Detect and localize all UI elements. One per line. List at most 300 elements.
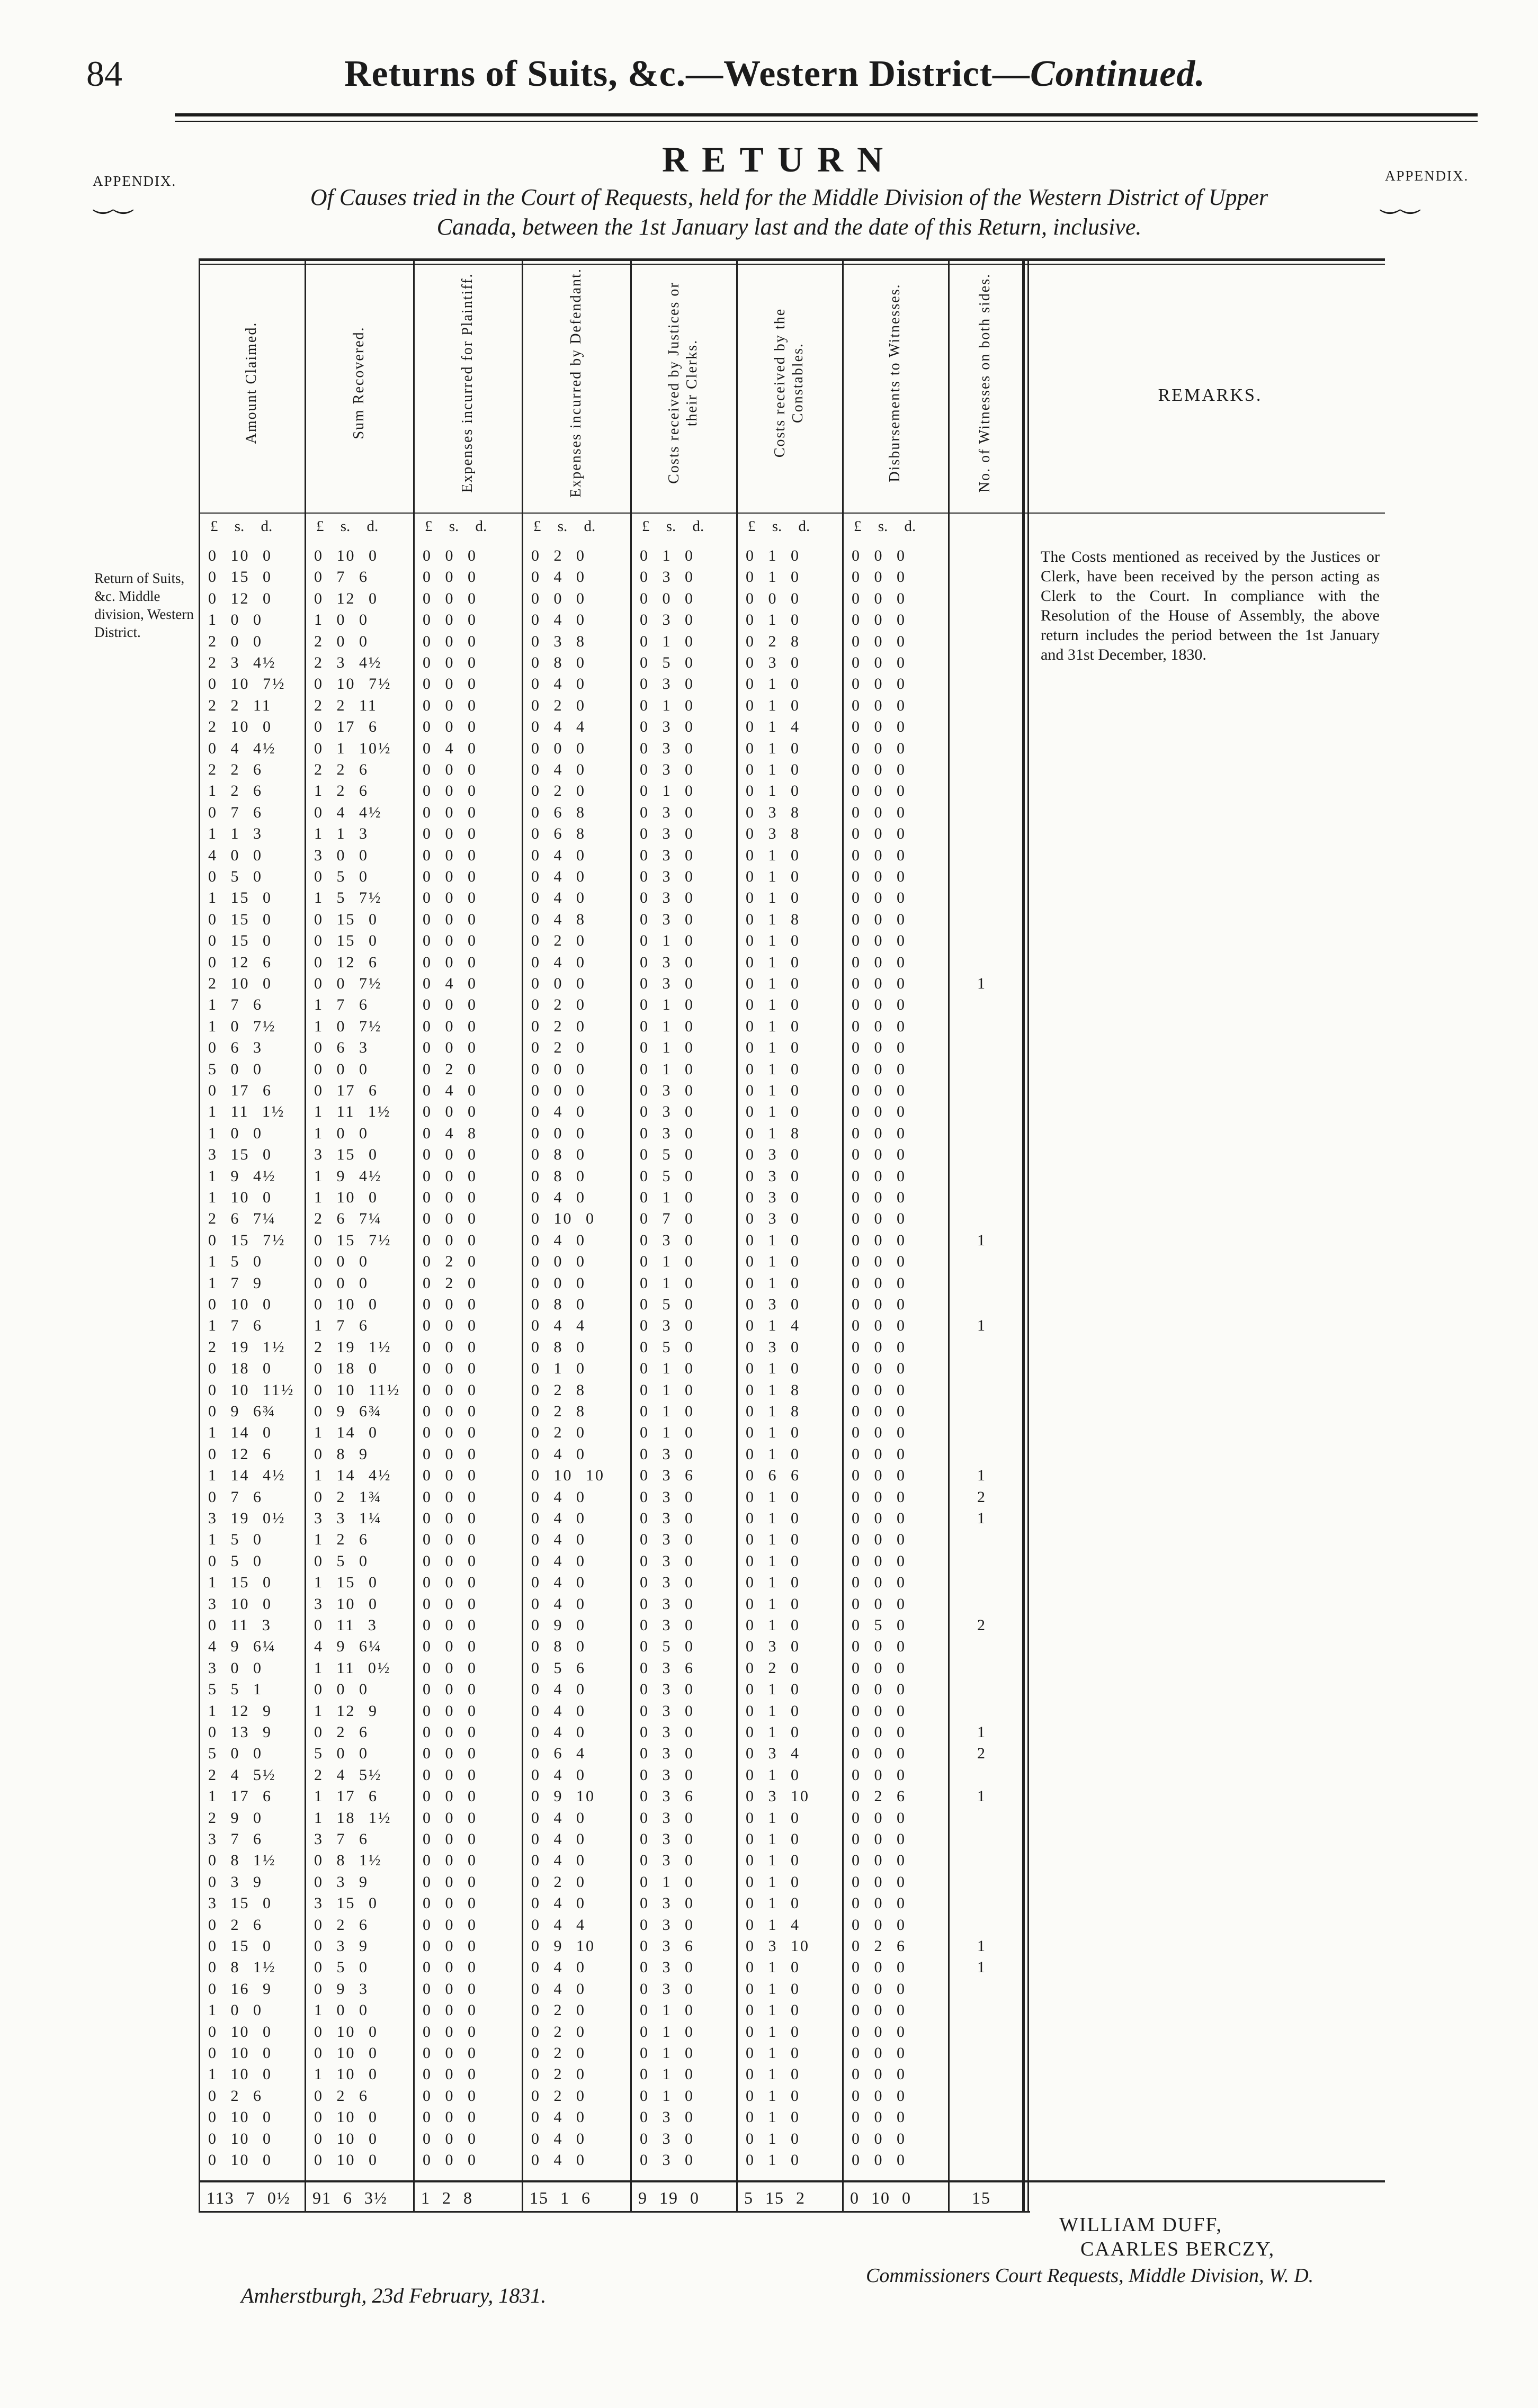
table-cell: 0 0 0: [852, 825, 906, 843]
table-cell: 0 0 0: [423, 846, 477, 864]
table-cell: 0 1 4: [746, 718, 800, 736]
table-cell: 0 5 0: [208, 868, 263, 885]
table-cell: 0 8 0: [531, 1146, 586, 1164]
table-cell: 0 1 0: [746, 1103, 800, 1121]
table-cell: 0 1 0: [746, 868, 800, 885]
table-cell: 0 2 6: [852, 1937, 906, 1955]
table-cell: 0 0 0: [423, 675, 477, 693]
table-cell: 0 0 0: [531, 1082, 586, 1099]
table-cell: 0 1 0: [746, 1702, 800, 1720]
table-cell: 0 0 0: [423, 1980, 477, 1998]
table-cell: 1: [977, 1510, 985, 1527]
table-cell: 0 0 0: [423, 1317, 477, 1335]
remarks-header: REMARKS.: [1158, 385, 1263, 405]
table-cell: 0 0 0: [852, 547, 906, 564]
table-cell: 0 0 0: [423, 611, 477, 629]
table-cell: 0 3 0: [746, 1146, 800, 1164]
table-cell: 2 10 0: [208, 718, 272, 736]
table-cell: 0 1 0: [746, 889, 800, 907]
header-bottom-rule: [199, 513, 1385, 514]
table-cell: 0 0 0: [423, 889, 477, 907]
table-cell: 0 1 0: [746, 1958, 800, 1976]
table-cell: 0 10 0: [208, 2044, 272, 2062]
table-cell: 0 2 0: [423, 1274, 477, 1292]
table-cell: 0 0 0: [423, 2023, 477, 2041]
table-cell: 0 1 0: [746, 1060, 800, 1078]
totals-bottom-rule: [199, 2211, 1030, 2213]
table-cell: 0 18 0: [208, 1360, 272, 1378]
signature-role: Commissioners Court Requests, Middle Division, W. D.: [866, 2265, 1314, 2287]
table-cell: 0 0 0: [852, 1082, 906, 1099]
table-cell: 0 0 0: [852, 568, 906, 586]
table-cell: 0 1 0: [640, 632, 694, 650]
table-cell: 0 0 0: [423, 2108, 477, 2126]
table-cell: 0 0 0: [852, 739, 906, 757]
table-cell: 0 5 0: [640, 654, 694, 671]
table-cell: 0 7 6: [208, 1488, 263, 1506]
table-cell: 0 10 10: [531, 1467, 605, 1485]
column-header-label: Costs received by Justices or their Clerks.: [666, 282, 700, 484]
table-cell: 0 17 6: [314, 718, 378, 736]
table-cell: 0 0 0: [423, 2130, 477, 2148]
table-cell: 1 14 0: [208, 1424, 272, 1442]
table-cell: 0 3 0: [640, 825, 694, 843]
table-cell: 0 0 0: [852, 782, 906, 800]
table-cell: 1 14 4½: [314, 1467, 392, 1485]
table-cell: 0 10 0: [314, 547, 378, 564]
table-cell: 5 0 0: [208, 1060, 263, 1078]
table-cell: 0 0 0: [423, 803, 477, 821]
table-cell: 1 7 6: [208, 1317, 263, 1335]
table-cell: 0 4 4: [531, 718, 586, 736]
table-cell: 0 0 0: [423, 1210, 477, 1228]
column-header-label: Amount Claimed.: [243, 321, 260, 444]
table-cell: 0 10 7½: [314, 675, 392, 693]
table-cell: 0 0 0: [423, 1467, 477, 1485]
table-cell: 0 0 0: [423, 696, 477, 714]
table-cell: 0 3 0: [640, 1894, 694, 1912]
table-cell: 0 5 0: [208, 1552, 263, 1570]
table-cell: 0 0 0: [423, 2151, 477, 2169]
table-cell: 0 0 0: [852, 1360, 906, 1378]
table-cell: 0 3 0: [640, 1916, 694, 1934]
total-cell: 9 19 0: [638, 2188, 700, 2207]
table-cell: 0 1 0: [746, 1830, 800, 1848]
table-cell: 0 1 0: [746, 1253, 800, 1271]
table-cell: 0 1 8: [746, 910, 800, 928]
table-cell: 0 8 1½: [208, 1958, 276, 1976]
table-cell: 0 1 0: [746, 1231, 800, 1249]
table-cell: 0 1 0: [746, 568, 800, 586]
table-cell: 0 3 0: [640, 1082, 694, 1099]
table-cell: 0 0 0: [852, 1060, 906, 1078]
table-cell: 0 0 0: [423, 2087, 477, 2105]
table-cell: 0 0 0: [852, 889, 906, 907]
table-cell: 0 0 0: [531, 589, 586, 607]
table-cell: 1 12 9: [208, 1702, 272, 1720]
table-cell: 0 0 0: [852, 932, 906, 950]
table-cell: 0 4 4: [531, 1317, 586, 1335]
table-cell: 2: [977, 1488, 985, 1506]
table-cell: 0 1 0: [746, 739, 800, 757]
table-cell: 0 1 0: [746, 1424, 800, 1442]
table-cell: 0 0 0: [423, 1830, 477, 1848]
table-cell: 0 3 0: [640, 1231, 694, 1249]
table-cell: 1 14 4½: [208, 1467, 286, 1485]
table-cell: 0 1 0: [746, 1723, 800, 1741]
table-cell: 0 1 0: [746, 782, 800, 800]
table-cell: 0 0 0: [852, 1403, 906, 1420]
table-cell: 0 1 0: [746, 1595, 800, 1613]
table-cell: 0 0 0: [852, 1338, 906, 1356]
table-cell: 0 0 0: [423, 868, 477, 885]
table-cell: 0 3 8: [746, 825, 800, 843]
table-cell: 0 0 0: [852, 1445, 906, 1463]
table-cell: 0 0 0: [423, 932, 477, 950]
table-cell: 1 9 4½: [208, 1167, 276, 1185]
table-cell: 0 1 10½: [314, 739, 392, 757]
table-cell: 0 10 0: [208, 2023, 272, 2041]
table-cell: 1 10 0: [314, 1189, 378, 1206]
table-cell: 0 1 0: [746, 761, 800, 778]
table-cell: 1 0 0: [208, 1124, 263, 1142]
table-cell: 0 0 0: [852, 1210, 906, 1228]
table-cell: 0 1 0: [746, 1616, 800, 1634]
table-cell: 0 4 0: [531, 675, 586, 693]
table-cell: 0 1 0: [640, 1424, 694, 1442]
table-cell: 0 1 0: [746, 1552, 800, 1570]
table-cell: 0 3 0: [640, 2130, 694, 2148]
table-cell: 0 1 0: [746, 1873, 800, 1891]
table-cell: 0 1 0: [746, 932, 800, 950]
table-cell: 0 0 7½: [314, 975, 382, 992]
table-cell: 0 1 8: [746, 1403, 800, 1420]
table-cell: 0 3 0: [640, 1723, 694, 1741]
table-cell: 0 1 0: [746, 2130, 800, 2148]
table-cell: 0 3 0: [640, 1488, 694, 1506]
table-cell: 0 1 0: [746, 2044, 800, 2062]
table-cell: 0 12 6: [208, 953, 272, 971]
column-header-label: Expenses incurred for Plaintiff.: [459, 273, 476, 493]
column-header-label: Costs received by the Constables.: [772, 308, 806, 458]
table-cell: 0 5 0: [640, 1167, 694, 1185]
table-cell: 3 15 0: [314, 1146, 378, 1164]
table-cell: 0 3 0: [640, 975, 694, 992]
table-cell: 0 1 0: [640, 1381, 694, 1399]
table-cell: 0 0 0: [852, 1017, 906, 1035]
table-cell: 0 0 0: [852, 1916, 906, 1934]
column-header: [948, 258, 1022, 507]
table-cell: 2 19 1½: [208, 1338, 286, 1356]
table-cell: 0 10 7½: [208, 675, 286, 693]
table-cell: 3 7 6: [314, 1830, 369, 1848]
table-cell: 4 0 0: [208, 846, 263, 864]
table-cell: 1 0 0: [314, 611, 369, 629]
table-cell: 0 2 0: [746, 1659, 800, 1677]
table-cell: 0 1 0: [640, 1360, 694, 1378]
table-cell: 0 0 0: [423, 1702, 477, 1720]
table-cell: 0 3 0: [640, 761, 694, 778]
table-cell: 0 2 0: [423, 1253, 477, 1271]
table-cell: 0 5 0: [640, 1338, 694, 1356]
table-cell: 0 0 0: [852, 675, 906, 693]
table-cell: 1 5 0: [208, 1253, 263, 1271]
table-cell: 0 0 0: [423, 1552, 477, 1570]
table-cell: 0 0 0: [531, 1124, 586, 1142]
table-cell: 0 1 0: [531, 1360, 586, 1378]
table-cell: 0 0 0: [423, 1103, 477, 1121]
table-cell: 0 1 0: [746, 611, 800, 629]
unit-label: £ s. d.: [642, 518, 704, 535]
table-cell: 0 3 0: [640, 1958, 694, 1976]
column-header: [413, 258, 522, 507]
table-cell: 0 0 0: [852, 611, 906, 629]
table-cell: 0 0 0: [423, 1231, 477, 1249]
table-cell: 0 3 0: [746, 1296, 800, 1313]
table-cell: 0 2 0: [531, 2023, 586, 2041]
totals-rule: [199, 2180, 1385, 2182]
table-cell: 0 0 0: [423, 2065, 477, 2083]
table-cell: 0 4 0: [531, 1809, 586, 1827]
table-cell: 0 2 6: [314, 1916, 369, 1934]
table-cell: 0 3 0: [640, 1510, 694, 1527]
column-rule: [522, 258, 523, 2212]
table-cell: 0 0 0: [852, 1124, 906, 1142]
table-cell: 0 0 0: [423, 1338, 477, 1356]
table-cell: 0 8 0: [531, 1338, 586, 1356]
table-cell: 1: [977, 1467, 985, 1485]
table-cell: 0 9 0: [531, 1616, 586, 1634]
table-cell: 0 4 0: [531, 846, 586, 864]
table-cell: 2 6 7¼: [208, 1210, 276, 1228]
table-cell: 0 10 0: [314, 2108, 378, 2126]
signature-william-duff: WILLIAM DUFF,: [1059, 2214, 1222, 2236]
table-cell: 0 4 0: [531, 1488, 586, 1506]
table-cell: 0 0 0: [852, 1424, 906, 1442]
table-cell: 0 1 0: [746, 1574, 800, 1592]
table-cell: 5 0 0: [314, 1745, 369, 1763]
table-cell: 0 0 0: [852, 1681, 906, 1699]
table-cell: 0 0 0: [423, 2001, 477, 2019]
table-cell: 0 10 0: [208, 1296, 272, 1313]
table-cell: 0 0 0: [423, 761, 477, 778]
table-cell: 0 1 0: [746, 2001, 800, 2019]
table-cell: 0 0 0: [423, 1787, 477, 1805]
table-cell: 0 3 0: [640, 2151, 694, 2169]
table-cell: 0 3 6: [640, 1787, 694, 1805]
table-cell: 0 4 0: [531, 1702, 586, 1720]
table-cell: 0 1 0: [746, 1531, 800, 1549]
table-cell: 0 8 0: [531, 654, 586, 671]
table-cell: 1 17 6: [314, 1787, 378, 1805]
table-cell: 0 0 0: [852, 1745, 906, 1763]
table-cell: 0 4 4½: [208, 739, 276, 757]
table-cell: 0 4 0: [531, 1231, 586, 1249]
table-cell: 0 2 0: [531, 2044, 586, 2062]
column-header: [199, 258, 305, 507]
table-cell: 0 0 0: [423, 1638, 477, 1656]
table-cell: 2: [977, 1616, 985, 1634]
table-cell: 0 3 9: [208, 1873, 263, 1891]
table-cell: 0 3 0: [746, 1167, 800, 1185]
table-cell: 0 0 0: [423, 1916, 477, 1934]
column-header: [630, 258, 736, 507]
table-cell: 0 11 3: [314, 1616, 378, 1634]
table-cell: 0 4 4: [531, 1916, 586, 1934]
table-cell: 0 0 0: [852, 1552, 906, 1570]
table-cell: 0 6 8: [531, 803, 586, 821]
table-cell: 0 6 3: [208, 1039, 263, 1057]
table-cell: 0 0 0: [423, 1403, 477, 1420]
table-cell: 0 4 4½: [314, 803, 382, 821]
table-cell: 0 0 0: [423, 589, 477, 607]
subtitle-line-2: Canada, between the 1st January last and the date of this Return, inclusive.: [436, 214, 1142, 240]
table-cell: 0 9 10: [531, 1937, 595, 1955]
return-subtitle: [185, 183, 1393, 242]
table-cell: 2 9 0: [208, 1809, 263, 1827]
table-cell: 2 2 6: [314, 761, 369, 778]
table-cell: 0 0 0: [852, 2087, 906, 2105]
table-cell: 0 3 0: [640, 868, 694, 885]
table-cell: 0 0 0: [852, 1231, 906, 1249]
table-cell: 0 2 0: [531, 1039, 586, 1057]
table-cell: 0 1 0: [746, 1082, 800, 1099]
table-cell: 0 0 0: [423, 1681, 477, 1699]
table-cell: 0 0 0: [531, 975, 586, 992]
table-cell: 2 6 7¼: [314, 1210, 382, 1228]
table-cell: 0 3 0: [746, 1638, 800, 1656]
table-cell: 0 0 0: [314, 1681, 369, 1699]
table-cell: 3 10 0: [314, 1595, 378, 1613]
table-cell: 0 10 0: [531, 1210, 595, 1228]
column-header: [522, 258, 630, 507]
table-cell: 0 2 0: [531, 547, 586, 564]
table-cell: 0 0 0: [852, 1809, 906, 1827]
table-cell: 0 3 0: [640, 803, 694, 821]
table-cell: 0 6 6: [746, 1467, 800, 1485]
table-cell: 0 3 0: [640, 1681, 694, 1699]
table-cell: 2 4 5½: [314, 1766, 382, 1784]
total-cell: 113 7 0½: [207, 2188, 291, 2207]
table-cell: 0 0 0: [852, 2151, 906, 2169]
table-cell: 1: [977, 1317, 985, 1335]
table-cell: 3 15 0: [208, 1894, 272, 1912]
table-cell: 0 1 0: [746, 2065, 800, 2083]
table-cell: 0 1 0: [640, 1403, 694, 1420]
table-cell: 0 2 8: [746, 632, 800, 650]
table-cell: 0 0 0: [852, 1723, 906, 1741]
table-cell: 0 0 0: [531, 739, 586, 757]
table-cell: 0 4 0: [531, 1958, 586, 1976]
table-cell: 0 1 0: [640, 2087, 694, 2105]
table-cell: 0 0 0: [423, 1595, 477, 1613]
table-cell: 0 8 1½: [314, 1852, 382, 1870]
table-cell: 0 1 0: [746, 2023, 800, 2041]
table-cell: 1 15 0: [208, 1574, 272, 1592]
table-cell: 1: [977, 1787, 985, 1805]
table-cell: 0 0 0: [423, 1424, 477, 1442]
table-cell: 3 0 0: [314, 846, 369, 864]
table-cell: 0 0 0: [852, 1958, 906, 1976]
table-cell: 0 4 0: [531, 568, 586, 586]
table-cell: 0 7 6: [208, 803, 263, 821]
table-cell: 0 1 0: [746, 1360, 800, 1378]
subtitle-line-1: Of Causes tried in the Court of Requests, held for the Middle Division of the Western District of Upper: [310, 184, 1268, 210]
total-cell: 15: [972, 2188, 991, 2207]
table-cell: 0 0 0: [531, 1253, 586, 1271]
table-cell: 0 15 7½: [314, 1231, 392, 1249]
table-cell: 0 0 0: [852, 846, 906, 864]
table-cell: 0 3 0: [746, 1210, 800, 1228]
table-cell: 0 0 0: [640, 589, 694, 607]
column-rule: [199, 258, 200, 2212]
table-cell: 0 0 0: [746, 589, 800, 607]
table-cell: 0 8 1½: [208, 1852, 276, 1870]
table-cell: 0 4 0: [531, 761, 586, 778]
table-cell: 1 10 0: [314, 2065, 378, 2083]
table-cell: 4 9 6¼: [208, 1638, 276, 1656]
table-cell: 0 3 0: [640, 1317, 694, 1335]
table-cell: 0 4 0: [531, 868, 586, 885]
table-cell: 0 4 0: [531, 1894, 586, 1912]
table-cell: 0 0 0: [852, 1873, 906, 1891]
table-cell: 0 3 0: [640, 1702, 694, 1720]
column-header-label: Disbursements to Witnesses.: [887, 283, 903, 482]
table-cell: 2 0 0: [314, 632, 369, 650]
table-cell: 0 1 0: [746, 1852, 800, 1870]
table-cell: 0 1 0: [746, 1894, 800, 1912]
unit-label: £ s. d.: [210, 518, 273, 535]
table-cell: 0 4 0: [531, 2130, 586, 2148]
table-cell: 0 3 0: [640, 611, 694, 629]
table-cell: 0 0 0: [423, 1167, 477, 1185]
table-cell: 0 2 0: [531, 1424, 586, 1442]
unit-label: £ s. d.: [316, 518, 379, 535]
table-cell: 0 4 0: [531, 1510, 586, 1527]
appendix-left: APPENDIX.: [93, 173, 177, 189]
table-cell: 0 1 0: [640, 1017, 694, 1035]
table-cell: 0 3 0: [640, 1574, 694, 1592]
table-cell: 0 2 0: [531, 1017, 586, 1035]
table-cell: 3 3 1¼: [314, 1510, 382, 1527]
table-cell: 0 0 0: [852, 868, 906, 885]
table-cell: 0 0 0: [852, 1488, 906, 1506]
column-rule: [842, 258, 844, 2212]
table-cell: 0 3 0: [640, 1124, 694, 1142]
table-cell: 0 7 0: [640, 1210, 694, 1228]
column-header: [305, 258, 413, 507]
table-cell: 1 0 7½: [314, 1017, 382, 1035]
table-cell: 1 18 1½: [314, 1809, 392, 1827]
total-cell: 1 2 8: [421, 2188, 473, 2207]
place-date: Amherstburgh, 23d February, 1831.: [241, 2284, 547, 2307]
table-cell: 0 1 0: [746, 1809, 800, 1827]
table-cell: 0 1 0: [746, 547, 800, 564]
table-cell: 0 10 0: [314, 1296, 378, 1313]
table-cell: 2 3 4½: [208, 654, 276, 671]
table-cell: 0 9 6¾: [208, 1403, 276, 1420]
table-cell: 0 0 0: [852, 632, 906, 650]
table-cell: 0 1 0: [746, 953, 800, 971]
table-cell: 0 2 8: [531, 1381, 586, 1399]
table-cell: 0 12 6: [208, 1445, 272, 1463]
table-cell: 1 11 1½: [314, 1103, 391, 1121]
table-cell: 0 4 0: [531, 889, 586, 907]
table-cell: 0 2 0: [531, 1873, 586, 1891]
table-cell: 0 4 0: [531, 1980, 586, 1998]
table-cell: 0 1 0: [746, 846, 800, 864]
table-cell: 0 0 0: [852, 1595, 906, 1613]
